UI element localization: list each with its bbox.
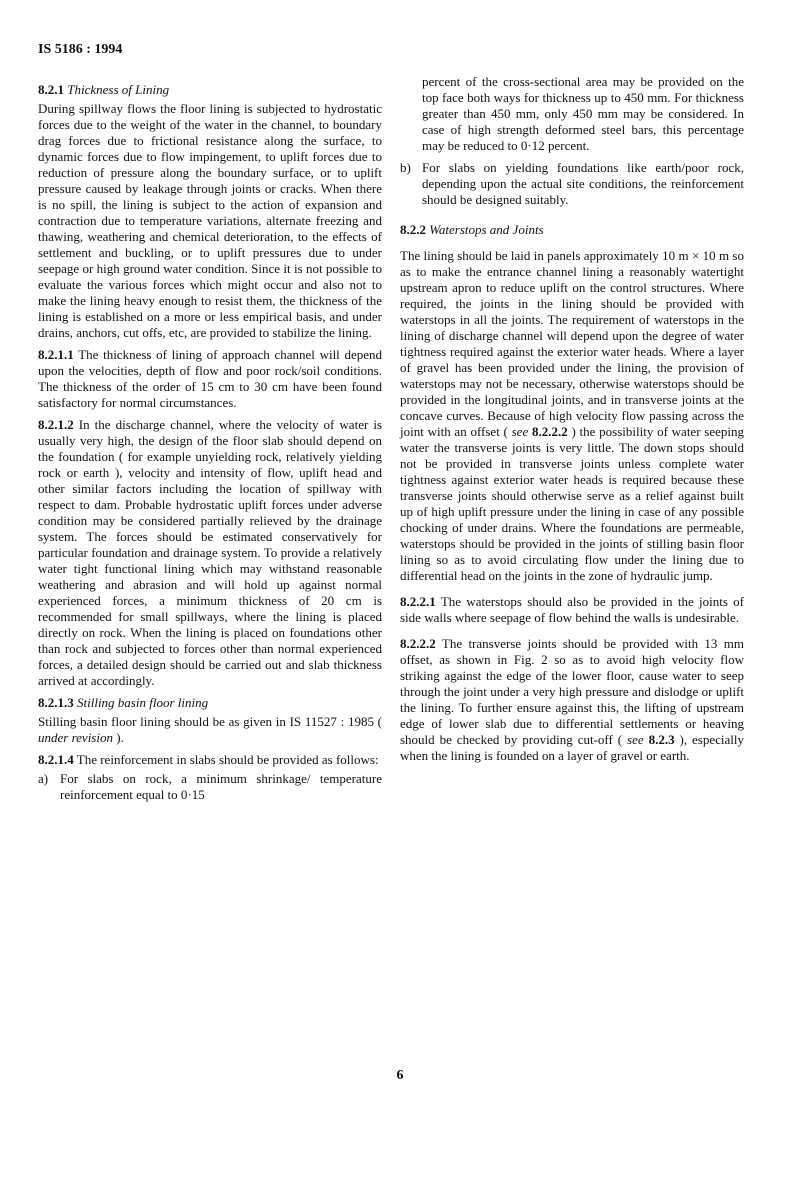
section-8-2-2-2	[400, 636, 744, 764]
standard-number: IS 5186 : 1994	[38, 42, 123, 57]
section-text: The reinforcement in slabs should be provided as follows:	[76, 752, 379, 767]
section-title: Waterstops and Joints	[429, 222, 544, 237]
section-number: 8.2.2	[400, 222, 426, 237]
under-revision-note: under revision	[38, 730, 113, 745]
section-number: 8.2.1.1	[38, 347, 74, 362]
left-column	[38, 82, 382, 809]
cross-reference: 8.2.3	[648, 732, 675, 747]
section-number: 8.2.1.2	[38, 417, 74, 432]
section-8-2-1-4	[38, 752, 382, 768]
section-8-2-1-heading	[38, 82, 382, 98]
section-text: The waterstops should also be provided in the joints of side walls where seepage of flow behind the walls is undesirable.	[400, 594, 745, 625]
text-part-2: ), especially when the lining is founded on a layer of gravel or earth.	[400, 732, 745, 763]
list-item-text: For slabs on yielding foundations like earth/poor rock, depending upon the actual site conditions, the reinforcement should be designed suitably.	[422, 160, 744, 207]
cross-reference: 8.2.2.2	[531, 424, 568, 439]
section-text: In the discharge channel, where the velocity of water is usually very high, the design of the floor slab should depend on the foundation ( for example unyielding rock, relatively yielding rock or earth ), velocity and intensity of flow, uplift head and other similar factors including the location of spillway with respect to dam. Probable hydrostatic uplift forces under adverse condition may be considered partially relieved by the drainage system. The forces should be estimated conservatively for particular foundation and drainage system. To provide a relatively water tight functional lining which may withstand reasonable weathering and abrasion and will hold up against normal experienced forces, a minimum thickness of 20 cm is recommended for small spillways, where the lining is placed directly on rock. When the lining is placed on foundations other than rock and subjected to forces other than normal experienced forces, a detailed design should be carried out and slab thickness arrived at accordingly.	[38, 417, 383, 688]
section-8-2-2-1	[400, 594, 744, 626]
text-part-1: The transverse joints should be provided with 13 mm offset, as shown in Fig. 2 so as to avoid high velocity flow striking against the edge of the lower floor, cause water to seep through the joint under a very high pressure and dislodge or uplift the lining. To further ensure against this, the lifting of upstream edge of lower slab due to differential settlements or heaving should be checked by providing cut-off (	[400, 636, 744, 747]
section-8-2-1-text: During spillway flows the floor lining is subjected to hydrostatic forces due to the weight of the water in the channel, to boundary drag forces due to frictional resistance along the surface, to dynamic forces due to flow impingement, to uplift forces due to reduction of pressure along the boundary surface, or to uplift pressure caused by leakage through joints or cracks. When there is no spill, the lining is subject to the action of expansion and contraction due to temperature variations, alternate freezing and thawing, weathering and chemical deterioration, to the effects of settlement and buckling, or to uplift pressures due to under seepage or high ground water condition. Since it is not possible to evaluate the various forces which might occur and also not to make the lining heavy enough to resist them, the thickness of the lining is established on a more or less empirical basis, and under drains, anchors, cut offs, etc, are provided to stabilize the lining.	[38, 101, 382, 340]
section-8-2-1-3-text	[38, 714, 382, 746]
section-title: Thickness of Lining	[67, 82, 170, 97]
text-after: ).	[112, 730, 124, 745]
text-before: Stilling basin floor lining should be as given in IS 11527 : 1985 (	[38, 714, 382, 729]
page-number: 6	[396, 1068, 404, 1083]
right-column	[400, 74, 744, 770]
list-item-text: For slabs on rock, a minimum shrinkage/ temperature reinforcement equal to 0·15	[60, 771, 382, 802]
section-8-2-2-heading	[400, 222, 744, 238]
section-8-2-1-2	[38, 417, 382, 689]
section-number: 8.2.2.2	[400, 636, 436, 651]
list-item-a	[38, 771, 382, 803]
list-marker: b)	[400, 160, 411, 175]
section-number: 8.2.2.1	[400, 594, 436, 609]
section-number: 8.2.1	[38, 82, 64, 97]
section-title: Stilling basin floor lining	[77, 695, 209, 710]
list-item-b	[400, 160, 744, 208]
section-number: 8.2.1.4	[38, 752, 74, 767]
text-part-2: ) the possibility of water seeping water the transverse joints is very little. The down stops should not be provided in transverse joints unless complete water tightness against exterior water heads is required because these transverse joints should otherwise serve as a relief against built up of high uplift pressure under the lining in case of any possible chocking of under drains. Where the foundations are permeable, waterstops should be provided in the joints of stilling basin floor lining so as to avoid circulating flow under the lining due to differential head on the joints in the zone of hydraulic jump.	[400, 424, 744, 583]
section-text: The thickness of lining of approach channel will depend upon the velocities, depth of flow and poor rock/soil conditions. The thickness of the order of 15 cm to 30 cm have been found satisfactory for normal circumstances.	[38, 347, 383, 410]
see-word: see	[627, 732, 644, 747]
list-item-a-continued: percent of the cross-sectional area may be provided on the top face both ways for thickness up to 450 mm. For thickness greater than 450 mm, only 450 mm may be considered. In case of high strength deformed steel bars, this percentage may be reduced to 0·12 percent.	[422, 74, 744, 153]
section-number: 8.2.1.3	[38, 695, 74, 710]
section-8-2-2-text	[400, 248, 744, 584]
section-8-2-1-3-heading	[38, 695, 382, 711]
section-8-2-1-1	[38, 347, 382, 411]
list-marker: a)	[38, 771, 49, 786]
text-part-1: The lining should be laid in panels approximately 10 m × 10 m so as to make the entrance channel lining a reasonably watertight upstream apron to reduce uplift on the control structures. Where required, the joints in the lining should be provided with waterstops in all the joints. The requirement of waterstops in the lining of discharge channel will depend upon the degree of water tightness required against the exterior water heads. Where a layer of gravel has been provided under the lining, the provision of waterstops may not be necessary, otherwise waterstops should be provided in the longitudinal joints, and in transverse joints at the concave curves. Because of high velocity flow passing across the joint with an offset (	[400, 248, 744, 439]
see-word: see	[511, 424, 529, 439]
